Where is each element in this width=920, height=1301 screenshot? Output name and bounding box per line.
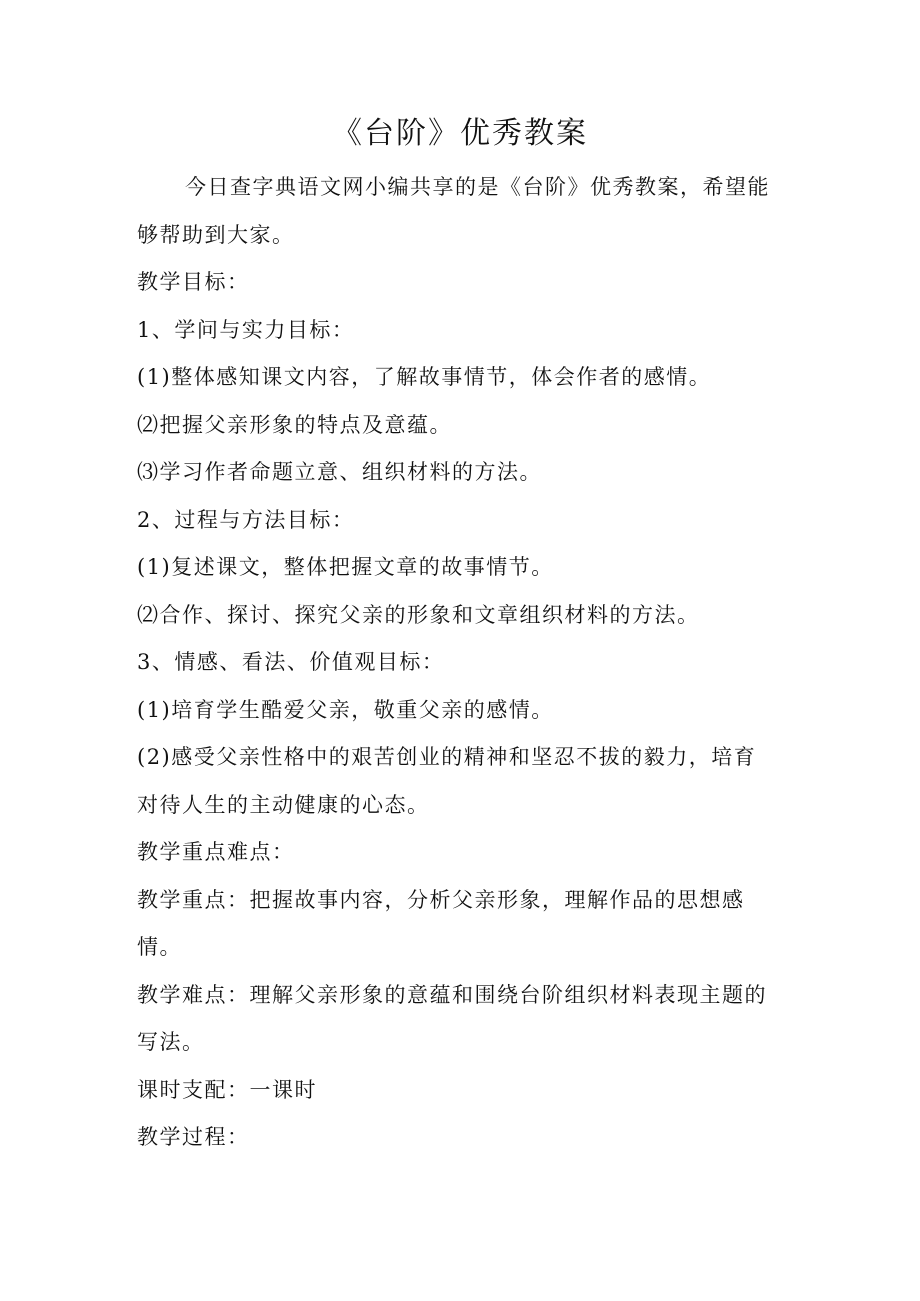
list-item: (1)复述课文，整体把握文章的故事情节。 [137,555,554,579]
difficult-point-paragraph: 教学难点：理解父亲形象的意蕴和围绕台阶组织材料表现主题的写法。 [137,982,767,1054]
subheading-knowledge-ability: 1、学问与实力目标： [137,317,355,342]
document-body [137,164,777,1162]
list-item: ⑵合作、探讨、探究父亲的形象和文章组织材料的方法。 [137,602,700,627]
list-item: (1)培育学生酷爱父亲，敬重父亲的感情。 [137,697,554,722]
list-item: ⑵把握父亲形象的特点及意蕴。 [137,412,452,437]
class-hours-line: 课时支配：一课时 [137,1077,317,1102]
section-heading-process: 教学过程： [137,1125,250,1149]
section-heading-key-points: 教学重点难点： [137,840,295,864]
subheading-process-method: 2、过程与方法目标： [137,507,355,532]
section-heading-objectives: 教学目标： [137,270,250,294]
document-title: 《台阶》优秀教案 [332,116,588,151]
list-item: ⑶学习作者命题立意、组织材料的方法。 [137,460,542,484]
list-item: (1)整体感知课文内容，了解故事情节，体会作者的感情。 [137,365,712,389]
list-item: (2)感受父亲性格中的艰苦创业的精神和坚忍不拔的毅力，培育对待人生的主动健康的心态。 [137,745,757,817]
intro-paragraph: 今日查字典语文网小编共享的是《台阶》优秀教案，希望能够帮助到大家。 [137,175,770,247]
subheading-emotion-values: 3、情感、看法、价值观目标： [137,650,445,674]
key-point-paragraph: 教学重点：把握故事内容，分析父亲形象，理解作品的思想感情。 [137,887,745,959]
